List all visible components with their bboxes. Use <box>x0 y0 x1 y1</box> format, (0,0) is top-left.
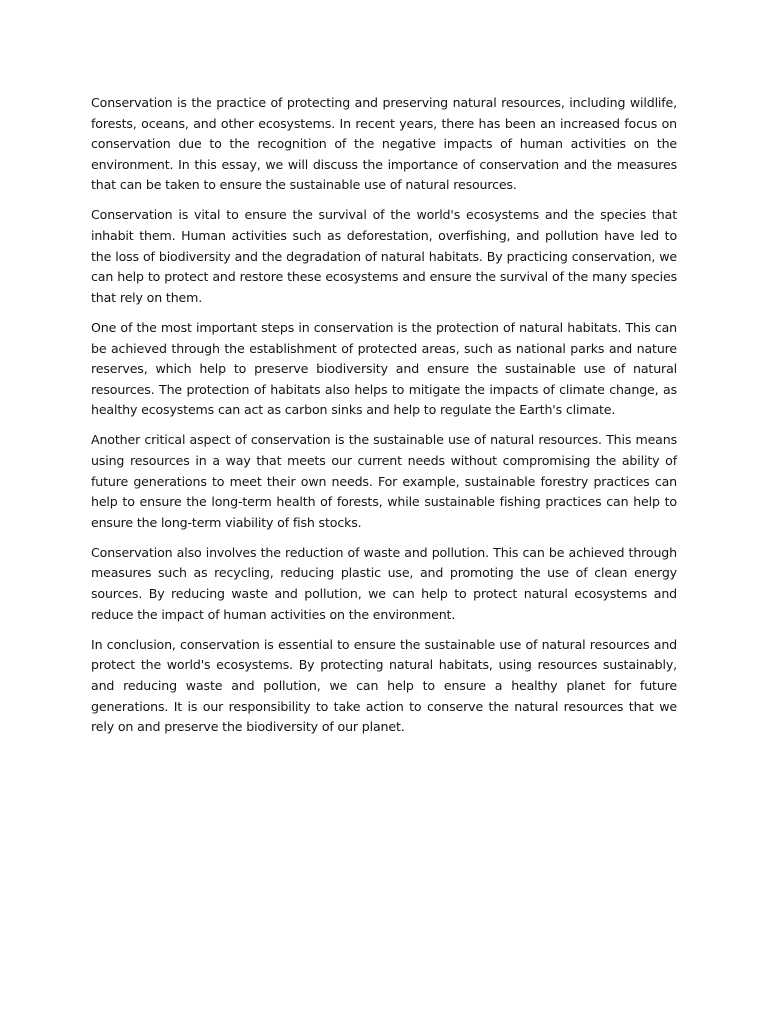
paragraph-importance: Conservation is vital to ensure the survival of the world's ecosystems and the species that inhabit them. Human activities such as deforestation, overfishing, and pollution have led to the loss of biodiversity and the degradation of natural habitats. By practicing conservation, we can help to protect and restore these ecosystems and ensure the survival of the many species that rely on them. <box>91 207 677 305</box>
paragraph-habitat-protection: One of the most important steps in conservation is the protection of natural habitats. This can be achieved through the establishment of protected areas, such as national parks and nature reserves, which help to preserve biodiversity and ensure the sustainable use of natural resources. The protection of habitats also helps to mitigate the impacts of climate change, as healthy ecosystems can act as carbon sinks and help to regulate the Earth's climate. <box>91 319 677 418</box>
paragraph-waste-reduction: Conservation also involves the reduction of waste and pollution. This can be achieved through measures such as recycling, reducing plastic use, and promoting the use of clean energy sources. By reducing waste and pollution, we can help to protect natural ecosystems and reduce the impact of human activities on the environment. <box>91 544 677 622</box>
essay-body <box>91 93 677 747</box>
paragraph-conclusion: In conclusion, conservation is essential to ensure the sustainable use of natural resources and protect the world's ecosystems. By protecting natural habitats, using resources sustainably, and reducing waste and pollution, we can help to ensure a healthy planet for future generations. It is our responsibility to take action to conserve the natural resources that we rely on and preserve the biodiversity of our planet. <box>91 636 677 735</box>
paragraph-introduction: Conservation is the practice of protecting and preserving natural resources, including wildlife, forests, oceans, and other ecosystems. In recent years, there has been an increased focus on conservation due to the recognition of the negative impacts of human activities on the environment. In this essay, we will discuss the importance of conservation and the measures that can be taken to ensure the sustainable use of natural resources. <box>91 95 677 193</box>
paragraph-sustainable-use: Another critical aspect of conservation is the sustainable use of natural resources. This means using resources in a way that meets our current needs without compromising the ability of future generations to meet their own needs. For example, sustainable forestry practices can help to ensure the long-term health of forests, while sustainable fishing practices can help to ensure the long-term viability of fish stocks. <box>91 432 677 530</box>
